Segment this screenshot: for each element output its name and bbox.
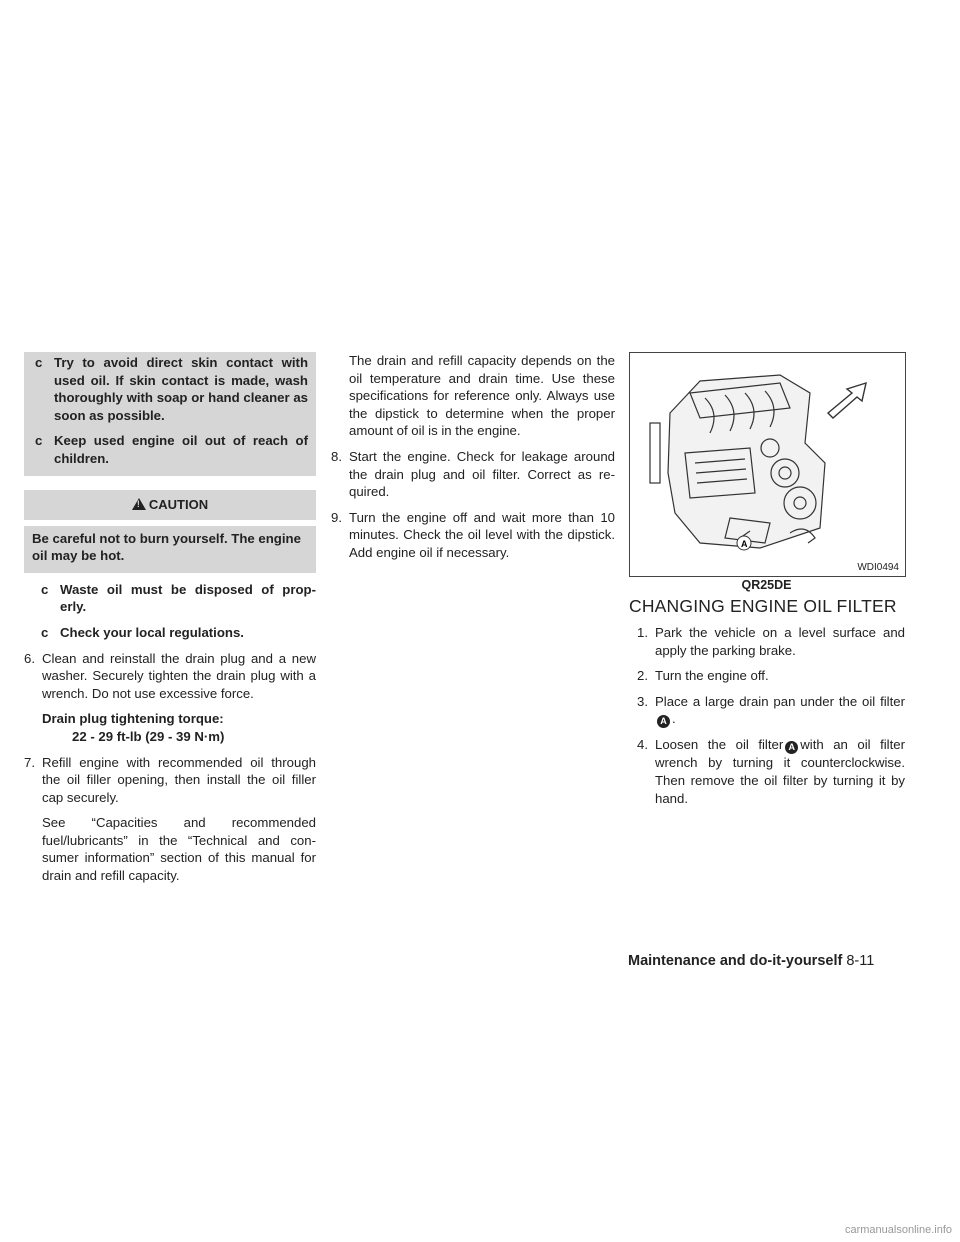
step-9: 9. Turn the engine off and wait more than 10 minutes. Check the oil level with the dipstick. Add engine oil if necessary. — [331, 509, 615, 560]
step-7-note: See “Capacities and recommended fuel/lubricants” in the “Technical and con- sumer information” section of this manual for drain and refill capacity. — [42, 815, 316, 884]
step-7: 7. Refill engine with recommended oil through the oil filler opening, then install the oil filler cap securely. — [24, 754, 316, 805]
caution-text: Be careful not to burn yourself. The engine oil may be hot. — [24, 526, 316, 573]
step-8: 8. Start the engine. Check for leakage around the drain plug and oil filter. Correct as re- quired. — [331, 448, 615, 500]
page-number: 8-11 — [846, 953, 875, 969]
section-title: CHANGING ENGINE OIL FILTER — [629, 596, 897, 616]
step-6: 6. Clean and reinstall the drain plug and a new washer. Securely tighten the drain plug with a wrench. Do not use excessive force. — [24, 650, 316, 701]
marker-a-icon: A — [785, 741, 798, 754]
page-footer — [628, 953, 874, 969]
caution-header: !CAUTION — [24, 490, 316, 520]
engine-drawing — [630, 353, 905, 576]
bullet-icon: c — [41, 624, 49, 640]
caution-bullet: c Check your local regulations. — [41, 624, 244, 640]
step-3: 3. Place a large drain pan under the oil filterA . — [637, 693, 905, 727]
warning-box — [24, 352, 316, 476]
callout-a-label: A — [741, 539, 748, 549]
column-right — [629, 624, 905, 815]
warning-triangle-icon — [132, 498, 146, 510]
capacity-note: The drain and refill capacity depends on the oil temperature and drain time. Use these specifications for reference only. Always use the dipstick to determine when the proper amount of oil is in the engine. — [349, 353, 615, 439]
step-4: 4. Loosen the oil filter A with an oil filter wrench by turning it counterclockwise. Then remove the oil filter by turning it by hand. — [637, 737, 905, 806]
engine-illustration — [629, 352, 906, 577]
column-middle — [331, 352, 615, 570]
bullet-icon: c — [35, 355, 43, 370]
figure-code: WDI0494 — [857, 562, 899, 573]
bullet-icon: c — [41, 581, 49, 597]
watermark: carmanualsonline.info — [844, 1224, 952, 1236]
caution-list — [24, 573, 316, 642]
bullet-icon: c — [35, 433, 43, 449]
column-left — [24, 352, 316, 893]
figure-title: QR25DE — [741, 578, 792, 592]
warning-bullet: c Keep used engine oil out of reach of children. — [35, 433, 308, 466]
caution-bullet: c Waste oil must be disposed of prop- erly. — [41, 581, 316, 615]
footer-section: Maintenance and do-it-yourself — [628, 953, 843, 969]
torque-spec: Drain plug tightening torque: 22 - 29 ft-lb (29 - 39 N·m) — [42, 711, 225, 744]
warning-bullet: c Try to avoid direct skin contact with used oil. If skin contact is made, wash thoroughly with soap or hand cleaner as soon as possible. — [35, 355, 308, 423]
step-2: 2. Turn the engine off. — [637, 668, 769, 684]
step-1: 1. Park the vehicle on a level surface and apply the parking brake. — [637, 625, 905, 658]
marker-a-icon: A — [657, 715, 670, 728]
